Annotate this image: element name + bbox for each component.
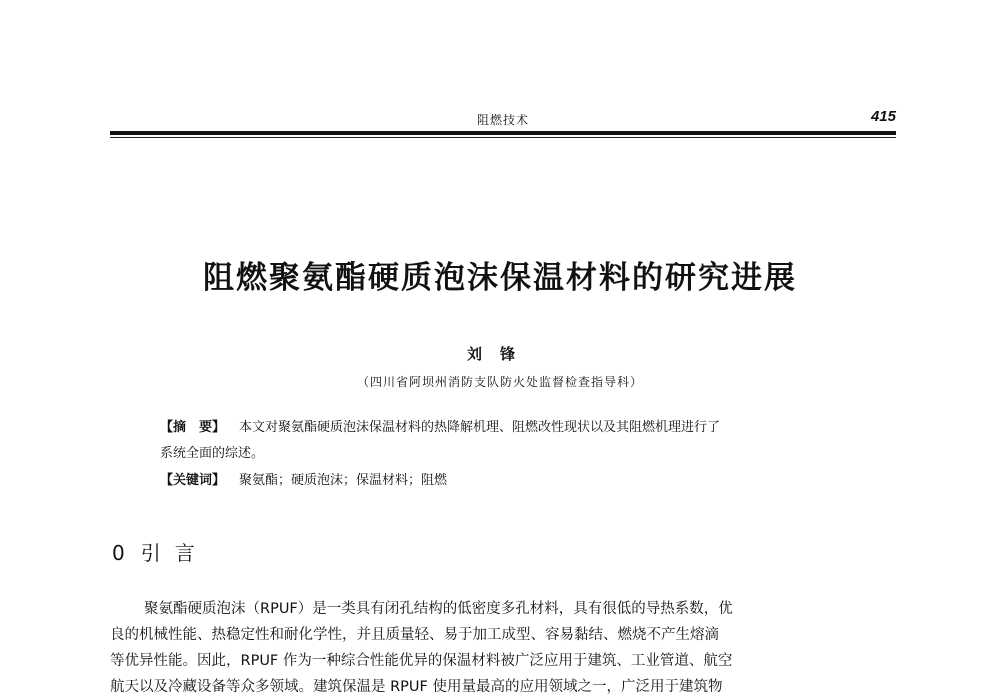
keywords-text: 聚氨酯；硬质泡沫；保温材料；阻燃: [239, 473, 448, 488]
abstract-label: 【摘 要】: [160, 420, 226, 435]
body-line: 良的机械性能、热稳定性和耐化学性，并且质量轻、易于加工成型、容易黏结、燃烧不产生熔滴: [110, 627, 719, 643]
section-title: 引言: [140, 541, 209, 565]
abstract-line-1: [160, 415, 860, 441]
body-line: 聚氨酯硬质泡沫（RPUF）是一类具有闭孔结构的低密度多孔材料，具有很低的导热系数，优: [144, 601, 733, 617]
author-affiliation: （四川省阿坝州消防支队防火处监督检查指导科）: [356, 375, 643, 389]
section-heading: [112, 537, 209, 566]
section-number: 0: [112, 541, 125, 565]
body-line: 航天以及冷藏设备等众多领域。建筑保温是 RPUF 使用量最高的应用领域之一，广泛用于建筑物: [110, 679, 723, 695]
keywords-label: 【关键词】: [160, 473, 226, 488]
running-title: 阻燃技术: [476, 113, 529, 127]
article-title: 阻燃聚氨酯硬质泡沫保温材料的研究进展: [203, 260, 797, 296]
body-line: 等优异性能。因此，RPUF 作为一种综合性能优异的保温材料被广泛应用于建筑、工业管道、航空: [110, 653, 733, 669]
abstract-text-1: 本文对聚氨酯硬质泡沫保温材料的热降解机理、阻燃改性现状以及其阻燃机理进行了: [239, 420, 721, 435]
abstract-text-2: 系统全面的综述。: [160, 446, 265, 461]
body-paragraph: [110, 596, 896, 700]
author-name: 刘锋: [466, 345, 533, 363]
running-header: [110, 108, 896, 130]
abstract: [160, 415, 860, 467]
header-rule-thick: [110, 131, 896, 135]
header-rule-thin: [110, 137, 896, 138]
page-number: 415: [870, 108, 896, 125]
keywords: [160, 468, 860, 494]
